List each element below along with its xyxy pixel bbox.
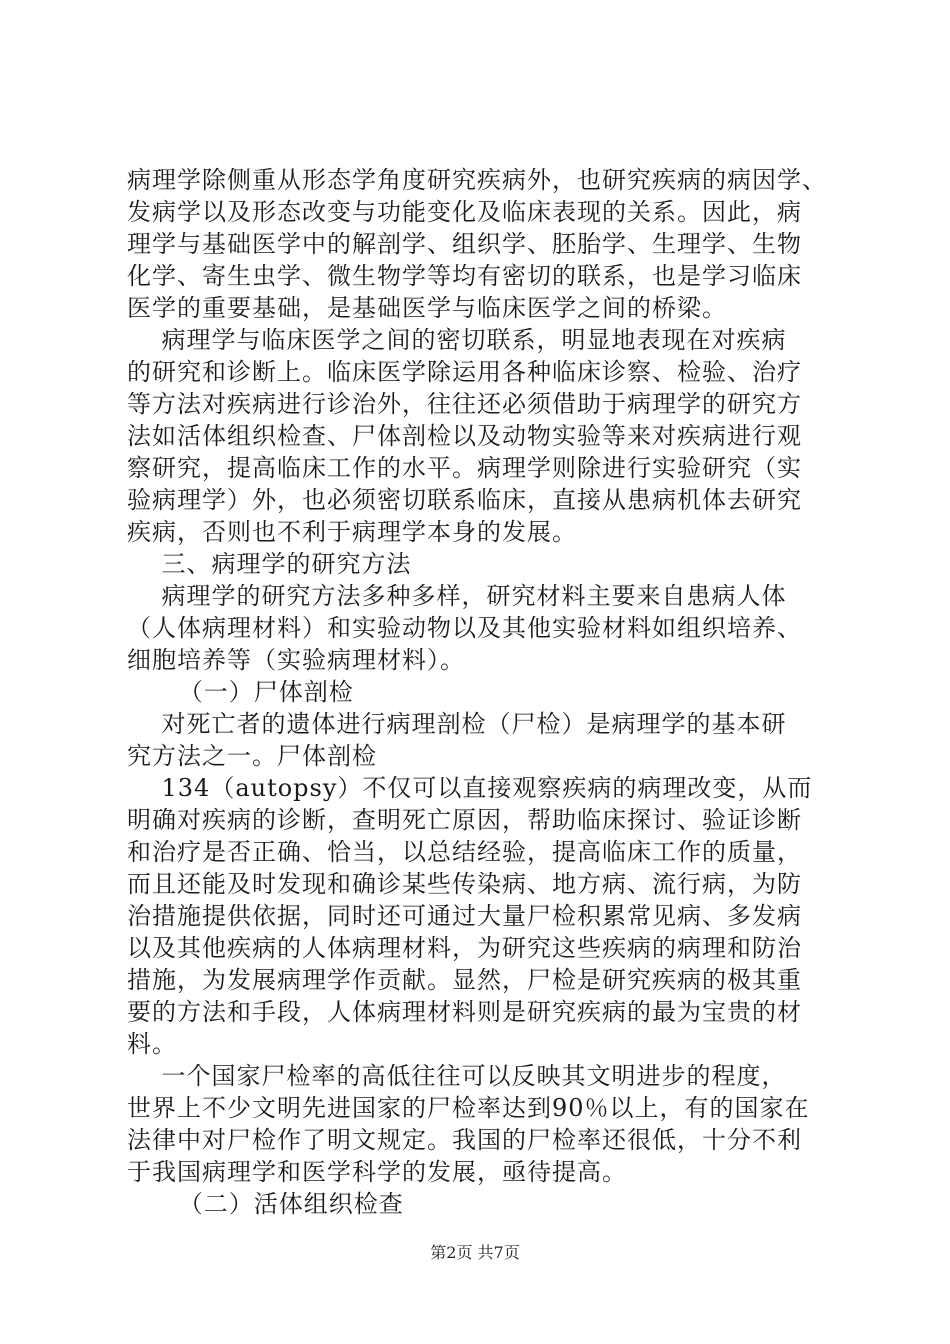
subsection-heading: （一）尸体剖检 <box>127 678 354 706</box>
text-line: 病理学与临床医学之间的密切联系，明显地表现在对疾病 <box>127 326 787 354</box>
text-line: 而且还能及时发现和确诊某些传染病、地方病、流行病，为防 <box>127 870 802 898</box>
text-line: 法律中对尸检作了明文规定。我国的尸检率还很低，十分不利 <box>127 1126 802 1154</box>
page-number-footer: 第2页 共7页 <box>430 1243 520 1262</box>
text-line: 对死亡者的遗体进行病理剖检（尸检）是病理学的基本研 <box>127 710 787 738</box>
text-line: 明确对疾病的诊断，查明死亡原因，帮助临床探讨、验证诊断 <box>127 806 802 834</box>
text-line: 于我国病理学和医学科学的发展，亟待提高。 <box>127 1158 627 1186</box>
section-heading: 三、病理学的研究方法 <box>127 550 412 578</box>
text-line: 病理学除侧重从形态学角度研究疾病外，也研究疾病的病因学、 <box>127 166 827 194</box>
text-line: 察研究，提高临床工作的水平。病理学则除进行实验研究（实 <box>127 454 802 482</box>
text-line: 细胞培养等（实验病理材料）。 <box>127 646 465 674</box>
text-line: 发病学以及形态改变与功能变化及临床表现的关系。因此，病 <box>127 198 802 226</box>
text-line: 世界上不少文明先进国家的尸检率达到90％以上，有的国家在 <box>127 1094 810 1122</box>
text-line: 以及其他疾病的人体病理材料，为研究这些疾病的病理和防治 <box>127 934 802 962</box>
subsection-heading: （二）活体组织检查 <box>127 1190 404 1218</box>
text-line: （人体病理材料）和实验动物以及其他实验材料如组织培养、 <box>127 614 802 642</box>
text-line: 的研究和诊断上。临床医学除运用各种临床诊察、检验、治疗 <box>127 358 802 386</box>
text-line: 措施，为发展病理学作贡献。显然，尸检是研究疾病的极其重 <box>127 966 802 994</box>
text-line: 理学与基础医学中的解剖学、组织学、胚胎学、生理学、生物 <box>127 230 802 258</box>
text-line: 疾病，否则也不利于病理学本身的发展。 <box>127 518 577 546</box>
text-line: 料。 <box>127 1030 177 1058</box>
text-line: 134（autopsy）不仅可以直接观察疾病的病理改变，从而 <box>127 774 813 802</box>
text-line: 化学、寄生虫学、微生物学等均有密切的联系，也是学习临床 <box>127 262 802 290</box>
text-line: 验病理学）外，也必须密切联系临床，直接从患病机体去研究 <box>127 486 802 514</box>
text-line: 要的方法和手段，人体病理材料则是研究疾病的最为宝贵的材 <box>127 998 802 1026</box>
text-line: 病理学的研究方法多种多样，研究材料主要来自患病人体 <box>127 582 787 610</box>
text-line: 等方法对疾病进行诊治外，往往还必须借助于病理学的研究方 <box>127 390 802 418</box>
text-line: 一个国家尸检率的高低往往可以反映其文明进步的程度， <box>127 1062 787 1090</box>
text-line: 法如活体组织检查、尸体剖检以及动物实验等来对疾病进行观 <box>127 422 802 450</box>
text-line: 和治疗是否正确、恰当，以总结经验，提高临床工作的质量， <box>127 838 802 866</box>
text-line: 究方法之一。尸体剖检 <box>127 742 377 770</box>
text-line: 治措施提供依据，同时还可通过大量尸检积累常见病、多发病 <box>127 902 802 930</box>
text-line: 医学的重要基础，是基础医学与临床医学之间的桥梁。 <box>127 294 727 322</box>
